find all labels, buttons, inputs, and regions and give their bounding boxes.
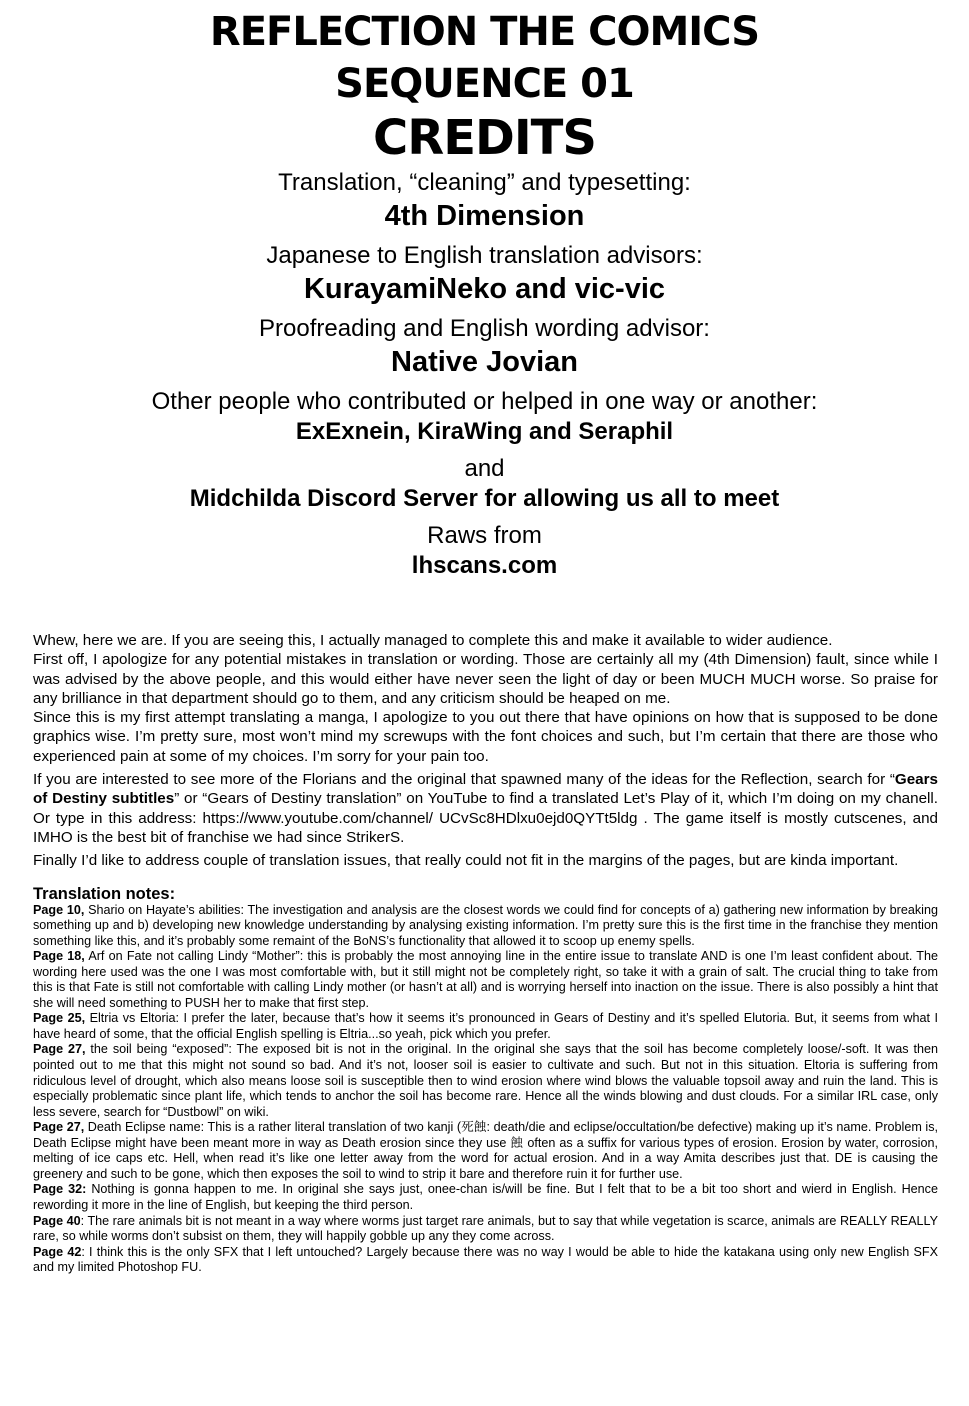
- note-text: Shario on Hayate’s abilities: The investigation and analysis are the closest words we could find for concepts of a) gathering new information by breaking something up and b) developing new knowledge understanding by analysing existing information. I’m pretty sure this is the first time in the franchise they mention something like this, and it’s probably some remaint of the BoNS’s functionality that allowed it to scoop up enemy spells.: [33, 902, 938, 948]
- advisors-role: Japanese to English translation advisors:: [266, 242, 703, 269]
- note-label: Page 32:: [33, 1182, 87, 1197]
- advisors-name: KurayamiNeko and vic-vic: [303, 273, 666, 305]
- note-text: : I think this is the only SFX that I left untouched? Largely because there was no way I would be able to hide the katakana using only new English SFX and my limited Photoshop FU.: [33, 1244, 938, 1275]
- raws-source: lhscans.com: [411, 552, 558, 579]
- credits-page: [0, 6, 969, 1406]
- note-item: [33, 1214, 938, 1245]
- others-role: Other people who contributed or helped in one way or another:: [151, 388, 818, 415]
- intro-paragraph: Since this is my first attempt translating a manga, I apologize to you out there that have opinions on how that is supposed to be done graphics wise. I’m pretty sure, most won’t mind my screwups with the font choices and such, but I’m certain that there are those who experienced pain at some of my choices. I’m sorry for your pain too.: [33, 709, 938, 765]
- note-text: the soil being “exposed”: The exposed bit is not in the original. In the original she says that the soil has become completely loose/-soft. It was then pointed out to me that this might not sound so bad. And it’s not, looser soil is easier to cultivate and such. But not in this situation. Eltoria is suffering from ridiculous level of drought, which also means loose soil is susceptible then to wind erosion where wind blows the valuable topsoil away and ruin the land. This is especially problematic since plant life, which tends to anchor the soil has become rare. Hence all the winds blowing and dust clouds. For a similar IRL case, only less severe, search for “Dustbowl” on wiki.: [33, 1042, 939, 1119]
- note-text: Nothing is gonna happen to me. In original she says just, onee-chan is/will be fine. But I felt that to be a bit too short and wierd in English. Hence rewording it more in the line of English, but keeping the third person.: [33, 1182, 938, 1212]
- discord-credit: Midchilda Discord Server for allowing us all to meet: [189, 485, 780, 512]
- note-label: Page 27,: [33, 1042, 86, 1057]
- note-text: Arf on Fate not calling Lindy “Mother”: this is probably the most annoying line in the entire issue to translate AND is one I’m least confident about. The wording here used was the one I was most comfortable with, but it still might not be completely right, so take it with a grain of salt. The crucial thing to take from this is that Fate is still not comfortable with calling Lindy mother (or hasn’t at all) and is worrying herself into inaction on the issue. There is also possibly a hint that she will need something to PUSH her to make that first step.: [33, 949, 938, 1010]
- note-item: [33, 1011, 938, 1042]
- intro-paragraph: Finally I’d like to address couple of translation issues, that really could not fit in the margins of the pages, but are kinda important.: [33, 852, 899, 870]
- note-label: Page 27,: [33, 1120, 85, 1135]
- note-label: Page 18,: [33, 949, 85, 964]
- note-label: Page 40: [33, 1213, 81, 1228]
- credits-list: [0, 168, 969, 581]
- note-text: Eltria vs Eltoria: I prefer the later, because that’s how it seems it’s pronounced in Gears of Destiny and it’s spelled Elutoria. But, it seems from what I have heard of some, that the official English spelling is Eltria...so yeah, pick which you prefer.: [33, 1011, 938, 1041]
- proof-role: Proofreading and English wording advisor:: [259, 315, 710, 342]
- note-label: Page 25,: [33, 1011, 86, 1026]
- note-item: [33, 1182, 938, 1213]
- intro-paragraph: Whew, here we are. If you are seeing this, I actually managed to complete this and make it available to wider audience.: [33, 632, 833, 649]
- note-label: Page 42: [33, 1244, 82, 1259]
- note-text: Death Eclipse name: This is a rather literal translation of two kanji (死蝕: death/die and eclipse/occultation/be defective) making up it’s name. Problem is, Death Eclipse might have been meant more in way as Death erosion since they use 蝕 often as a suffix for various types of erosion. Erosion by water, corrosion, melting of ice caps etc. Hell, when read it’s like one letter away from the word for actual erosion. And in a way Amita describes just that. DE is causing the greenery and such to be gone, which then exposes the soil to wind to strip it bare and therefore ruin it for further use.: [33, 1120, 938, 1181]
- intro-paragraph: [33, 770, 938, 847]
- header: [0, 6, 969, 166]
- credits-title: CREDITS: [373, 110, 596, 166]
- note-item: [33, 1042, 938, 1120]
- intro-search-term: Gears of Destiny subtitles: [33, 771, 938, 808]
- proof-name: Native Jovian: [391, 346, 578, 378]
- note-item: [33, 903, 938, 950]
- intro-text: [33, 631, 938, 1276]
- intro-text-part: ” or “Gears of Destiny translation” on YouTube to find a translated Let’s Play of it, which I’m doing on my chanell. Or type in this address: https://www.youtube.com/channel/ UCvSc8HDlxu0ejd0QYTt5ldg . The game itself is mostly cutscenes, and IMHO is the best bit of franchise we had since StrikerS.: [33, 790, 938, 846]
- note-item: [33, 1245, 938, 1276]
- translation-name: 4th Dimension: [384, 200, 585, 232]
- notes-list: [33, 903, 938, 1276]
- translation-role: Translation, “cleaning” and typesetting:: [278, 169, 691, 196]
- note-label: Page 10,: [33, 902, 85, 917]
- note-text: : The rare animals bit is not meant in a way where worms just target rare animals, but to say that while vegetation is scarce, animals are REALLY REALLY rare, so while worms don’t subsist on them, they will happily gobble up any they come across.: [33, 1213, 938, 1244]
- notes-heading: Translation notes:: [33, 884, 176, 903]
- raws-role: Raws from: [427, 522, 542, 549]
- intro-paragraph: First off, I apologize for any potential mistakes in translation or wording. Those are certainly all my (4th Dimension) fault, since while I was advised by the above people, and this would either have never seen the light of day or been MUCH MUCH worse. So praise for any brilliance in that department should go to them, and any criticism should be heaped on me.: [33, 651, 938, 707]
- note-item: [33, 1120, 938, 1182]
- others-name: ExExnein, KiraWing and Seraphil: [295, 418, 674, 445]
- and-text: and: [464, 455, 505, 482]
- note-item: [33, 949, 938, 1011]
- comic-title: REFLECTION THE COMICS: [209, 9, 760, 55]
- intro-text-part: If you are interested to see more of the Florians and the original that spawned many of the ideas for the Reflection, search for “: [33, 771, 895, 789]
- sequence-title: SEQUENCE 01: [335, 61, 634, 107]
